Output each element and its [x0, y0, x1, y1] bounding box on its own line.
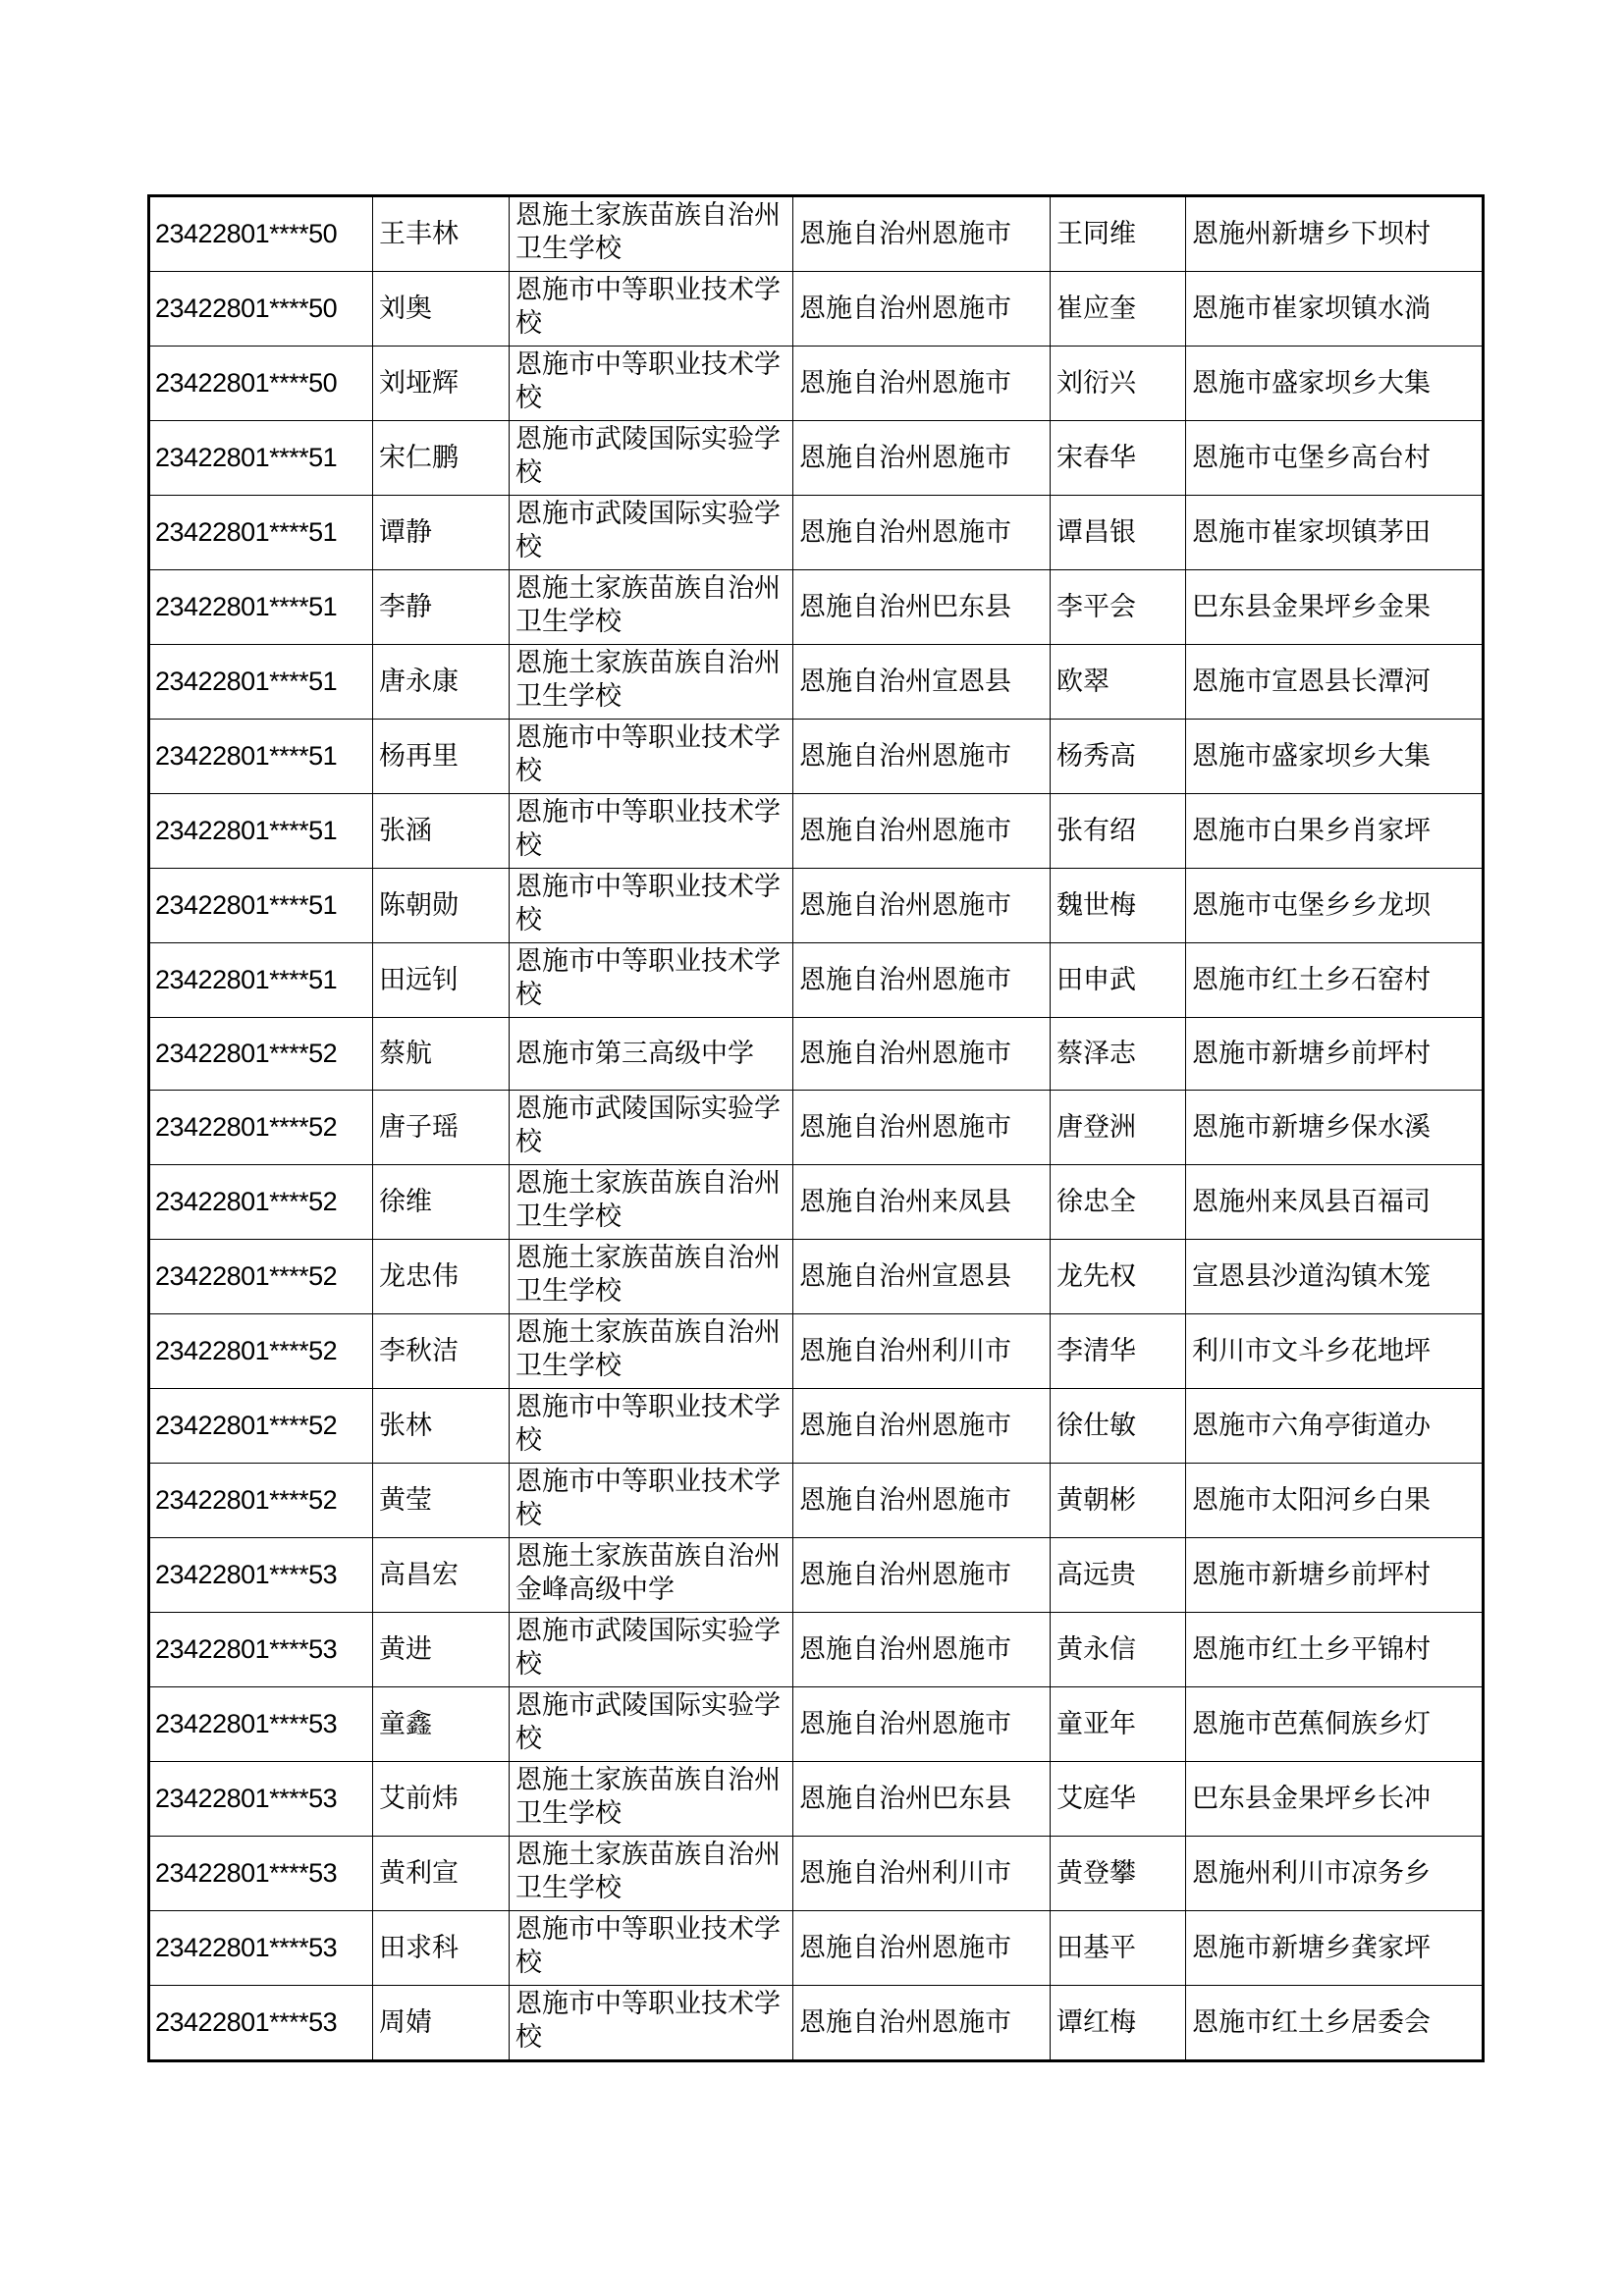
- student-id-cell: 23422801****52: [149, 1464, 373, 1538]
- region-cell: 恩施自治州恩施市: [793, 196, 1051, 272]
- school-cell: 恩施市武陵国际实验学校: [510, 1687, 793, 1762]
- address-cell: 恩施市盛家坝乡大集: [1186, 720, 1484, 794]
- address-cell: 恩施州利川市凉务乡: [1186, 1837, 1484, 1911]
- student-id-cell: 23422801****52: [149, 1389, 373, 1464]
- address-cell: 恩施市红土乡石窑村: [1186, 943, 1484, 1018]
- region-cell: 恩施自治州巴东县: [793, 570, 1051, 645]
- student-name-cell: 周婧: [373, 1986, 510, 2061]
- student-id-cell: 23422801****53: [149, 1613, 373, 1687]
- student-name-cell: 李秋洁: [373, 1314, 510, 1389]
- guardian-name-cell: 黄朝彬: [1051, 1464, 1186, 1538]
- address-cell: 利川市文斗乡花地坪: [1186, 1314, 1484, 1389]
- school-cell: 恩施市武陵国际实验学校: [510, 496, 793, 570]
- address-cell: 恩施市新塘乡前坪村: [1186, 1018, 1484, 1091]
- address-cell: 恩施市屯堡乡高台村: [1186, 421, 1484, 496]
- student-name-cell: 刘奥: [373, 272, 510, 347]
- student-id-cell: 23422801****52: [149, 1314, 373, 1389]
- table-row: [149, 794, 1484, 869]
- region-cell: 恩施自治州恩施市: [793, 272, 1051, 347]
- table-row: [149, 1538, 1484, 1613]
- region-cell: 恩施自治州恩施市: [793, 1091, 1051, 1165]
- guardian-name-cell: 李清华: [1051, 1314, 1186, 1389]
- roster-table: [147, 194, 1485, 2062]
- table-row: [149, 1762, 1484, 1837]
- guardian-name-cell: 张有绍: [1051, 794, 1186, 869]
- table-row: [149, 943, 1484, 1018]
- table-row: [149, 347, 1484, 421]
- region-cell: 恩施自治州恩施市: [793, 720, 1051, 794]
- guardian-name-cell: 杨秀高: [1051, 720, 1186, 794]
- table-row: [149, 720, 1484, 794]
- table-row: [149, 1091, 1484, 1165]
- region-cell: 恩施自治州恩施市: [793, 1464, 1051, 1538]
- table-row: [149, 1687, 1484, 1762]
- region-cell: 恩施自治州利川市: [793, 1837, 1051, 1911]
- student-id-cell: 23422801****51: [149, 645, 373, 720]
- region-cell: 恩施自治州宣恩县: [793, 1240, 1051, 1314]
- table-row: [149, 869, 1484, 943]
- school-cell: 恩施市中等职业技术学校: [510, 272, 793, 347]
- student-id-cell: 23422801****52: [149, 1018, 373, 1091]
- region-cell: 恩施自治州恩施市: [793, 943, 1051, 1018]
- region-cell: 恩施自治州恩施市: [793, 421, 1051, 496]
- school-cell: 恩施市中等职业技术学校: [510, 1911, 793, 1986]
- school-cell: 恩施土家族苗族自治州卫生学校: [510, 196, 793, 272]
- address-cell: 恩施市宣恩县长潭河: [1186, 645, 1484, 720]
- student-name-cell: 宋仁鹏: [373, 421, 510, 496]
- address-cell: 恩施市六角亭街道办: [1186, 1389, 1484, 1464]
- table-row: [149, 1837, 1484, 1911]
- student-id-cell: 23422801****51: [149, 869, 373, 943]
- student-name-cell: 黄莹: [373, 1464, 510, 1538]
- school-cell: 恩施土家族苗族自治州卫生学校: [510, 1314, 793, 1389]
- student-name-cell: 高昌宏: [373, 1538, 510, 1613]
- guardian-name-cell: 唐登洲: [1051, 1091, 1186, 1165]
- table-row: [149, 1165, 1484, 1240]
- table-row: [149, 570, 1484, 645]
- student-id-cell: 23422801****50: [149, 347, 373, 421]
- guardian-name-cell: 谭红梅: [1051, 1986, 1186, 2061]
- region-cell: 恩施自治州恩施市: [793, 1389, 1051, 1464]
- address-cell: 恩施市屯堡乡乡龙坝: [1186, 869, 1484, 943]
- address-cell: 恩施市盛家坝乡大集: [1186, 347, 1484, 421]
- student-name-cell: 王丰林: [373, 196, 510, 272]
- table-row: [149, 1389, 1484, 1464]
- student-id-cell: 23422801****50: [149, 196, 373, 272]
- school-cell: 恩施市武陵国际实验学校: [510, 1091, 793, 1165]
- table-row: [149, 645, 1484, 720]
- guardian-name-cell: 王同维: [1051, 196, 1186, 272]
- school-cell: 恩施土家族苗族自治州卫生学校: [510, 645, 793, 720]
- student-name-cell: 田远钊: [373, 943, 510, 1018]
- guardian-name-cell: 宋春华: [1051, 421, 1186, 496]
- address-cell: 恩施市新塘乡前坪村: [1186, 1538, 1484, 1613]
- address-cell: 恩施市芭蕉侗族乡灯: [1186, 1687, 1484, 1762]
- region-cell: 恩施自治州恩施市: [793, 496, 1051, 570]
- table-row: [149, 1911, 1484, 1986]
- guardian-name-cell: 欧翠: [1051, 645, 1186, 720]
- table-row: [149, 421, 1484, 496]
- guardian-name-cell: 黄永信: [1051, 1613, 1186, 1687]
- student-name-cell: 唐永康: [373, 645, 510, 720]
- school-cell: 恩施市中等职业技术学校: [510, 943, 793, 1018]
- guardian-name-cell: 徐忠全: [1051, 1165, 1186, 1240]
- roster-table-body: [149, 196, 1484, 2061]
- student-id-cell: 23422801****50: [149, 272, 373, 347]
- guardian-name-cell: 艾庭华: [1051, 1762, 1186, 1837]
- address-cell: 恩施市崔家坝镇茅田: [1186, 496, 1484, 570]
- region-cell: 恩施自治州来凤县: [793, 1165, 1051, 1240]
- school-cell: 恩施土家族苗族自治州卫生学校: [510, 1165, 793, 1240]
- table-row: [149, 1613, 1484, 1687]
- region-cell: 恩施自治州恩施市: [793, 1687, 1051, 1762]
- guardian-name-cell: 田申武: [1051, 943, 1186, 1018]
- table-row: [149, 496, 1484, 570]
- address-cell: 恩施市红土乡居委会: [1186, 1986, 1484, 2061]
- guardian-name-cell: 高远贵: [1051, 1538, 1186, 1613]
- guardian-name-cell: 崔应奎: [1051, 272, 1186, 347]
- school-cell: 恩施市武陵国际实验学校: [510, 421, 793, 496]
- student-name-cell: 唐子瑶: [373, 1091, 510, 1165]
- student-name-cell: 艾前炜: [373, 1762, 510, 1837]
- address-cell: 恩施市崔家坝镇水淌: [1186, 272, 1484, 347]
- guardian-name-cell: 徐仕敏: [1051, 1389, 1186, 1464]
- student-id-cell: 23422801****51: [149, 570, 373, 645]
- region-cell: 恩施自治州恩施市: [793, 347, 1051, 421]
- student-id-cell: 23422801****52: [149, 1240, 373, 1314]
- school-cell: 恩施市中等职业技术学校: [510, 347, 793, 421]
- region-cell: 恩施自治州恩施市: [793, 1613, 1051, 1687]
- address-cell: 恩施市新塘乡保水溪: [1186, 1091, 1484, 1165]
- student-name-cell: 陈朝勋: [373, 869, 510, 943]
- school-cell: 恩施市中等职业技术学校: [510, 1389, 793, 1464]
- school-cell: 恩施市中等职业技术学校: [510, 1986, 793, 2061]
- region-cell: 恩施自治州恩施市: [793, 1538, 1051, 1613]
- guardian-name-cell: 谭昌银: [1051, 496, 1186, 570]
- guardian-name-cell: 魏世梅: [1051, 869, 1186, 943]
- student-id-cell: 23422801****53: [149, 1911, 373, 1986]
- school-cell: 恩施市中等职业技术学校: [510, 720, 793, 794]
- school-cell: 恩施土家族苗族自治州卫生学校: [510, 1240, 793, 1314]
- student-name-cell: 杨再里: [373, 720, 510, 794]
- address-cell: 巴东县金果坪乡长冲: [1186, 1762, 1484, 1837]
- school-cell: 恩施市中等职业技术学校: [510, 869, 793, 943]
- region-cell: 恩施自治州利川市: [793, 1314, 1051, 1389]
- region-cell: 恩施自治州宣恩县: [793, 645, 1051, 720]
- address-cell: 恩施市新塘乡龚家坪: [1186, 1911, 1484, 1986]
- region-cell: 恩施自治州恩施市: [793, 1911, 1051, 1986]
- student-id-cell: 23422801****51: [149, 421, 373, 496]
- student-name-cell: 张林: [373, 1389, 510, 1464]
- guardian-name-cell: 李平会: [1051, 570, 1186, 645]
- guardian-name-cell: 童亚年: [1051, 1687, 1186, 1762]
- student-name-cell: 李静: [373, 570, 510, 645]
- student-id-cell: 23422801****51: [149, 794, 373, 869]
- student-name-cell: 黄进: [373, 1613, 510, 1687]
- table-row: [149, 1986, 1484, 2061]
- table-row: [149, 1314, 1484, 1389]
- student-id-cell: 23422801****52: [149, 1091, 373, 1165]
- school-cell: 恩施市武陵国际实验学校: [510, 1613, 793, 1687]
- student-id-cell: 23422801****53: [149, 1762, 373, 1837]
- guardian-name-cell: 刘衍兴: [1051, 347, 1186, 421]
- guardian-name-cell: 蔡泽志: [1051, 1018, 1186, 1091]
- address-cell: 巴东县金果坪乡金果: [1186, 570, 1484, 645]
- school-cell: 恩施土家族苗族自治州卫生学校: [510, 1837, 793, 1911]
- student-id-cell: 23422801****53: [149, 1687, 373, 1762]
- table-row: [149, 272, 1484, 347]
- address-cell: 恩施市白果乡肖家坪: [1186, 794, 1484, 869]
- school-cell: 恩施市第三高级中学: [510, 1018, 793, 1091]
- student-id-cell: 23422801****52: [149, 1165, 373, 1240]
- address-cell: 恩施市红土乡平锦村: [1186, 1613, 1484, 1687]
- student-id-cell: 23422801****53: [149, 1837, 373, 1911]
- student-name-cell: 蔡航: [373, 1018, 510, 1091]
- student-id-cell: 23422801****51: [149, 943, 373, 1018]
- student-name-cell: 张涵: [373, 794, 510, 869]
- school-cell: 恩施土家族苗族自治州金峰高级中学: [510, 1538, 793, 1613]
- guardian-name-cell: 龙先权: [1051, 1240, 1186, 1314]
- school-cell: 恩施市中等职业技术学校: [510, 794, 793, 869]
- guardian-name-cell: 田基平: [1051, 1911, 1186, 1986]
- table-row: [149, 196, 1484, 272]
- school-cell: 恩施土家族苗族自治州卫生学校: [510, 570, 793, 645]
- student-name-cell: 黄利宣: [373, 1837, 510, 1911]
- school-cell: 恩施市中等职业技术学校: [510, 1464, 793, 1538]
- student-id-cell: 23422801****53: [149, 1538, 373, 1613]
- region-cell: 恩施自治州巴东县: [793, 1762, 1051, 1837]
- student-id-cell: 23422801****51: [149, 496, 373, 570]
- region-cell: 恩施自治州恩施市: [793, 794, 1051, 869]
- student-id-cell: 23422801****53: [149, 1986, 373, 2061]
- student-name-cell: 童鑫: [373, 1687, 510, 1762]
- table-row: [149, 1464, 1484, 1538]
- student-name-cell: 谭静: [373, 496, 510, 570]
- table-row: [149, 1018, 1484, 1091]
- school-cell: 恩施土家族苗族自治州卫生学校: [510, 1762, 793, 1837]
- region-cell: 恩施自治州恩施市: [793, 1018, 1051, 1091]
- region-cell: 恩施自治州恩施市: [793, 1986, 1051, 2061]
- address-cell: 恩施州新塘乡下坝村: [1186, 196, 1484, 272]
- table-row: [149, 1240, 1484, 1314]
- address-cell: 恩施市太阳河乡白果: [1186, 1464, 1484, 1538]
- student-name-cell: 徐维: [373, 1165, 510, 1240]
- student-name-cell: 刘垭辉: [373, 347, 510, 421]
- student-name-cell: 田求科: [373, 1911, 510, 1986]
- address-cell: 恩施州来凤县百福司: [1186, 1165, 1484, 1240]
- region-cell: 恩施自治州恩施市: [793, 869, 1051, 943]
- student-name-cell: 龙忠伟: [373, 1240, 510, 1314]
- guardian-name-cell: 黄登攀: [1051, 1837, 1186, 1911]
- student-id-cell: 23422801****51: [149, 720, 373, 794]
- address-cell: 宣恩县沙道沟镇木笼: [1186, 1240, 1484, 1314]
